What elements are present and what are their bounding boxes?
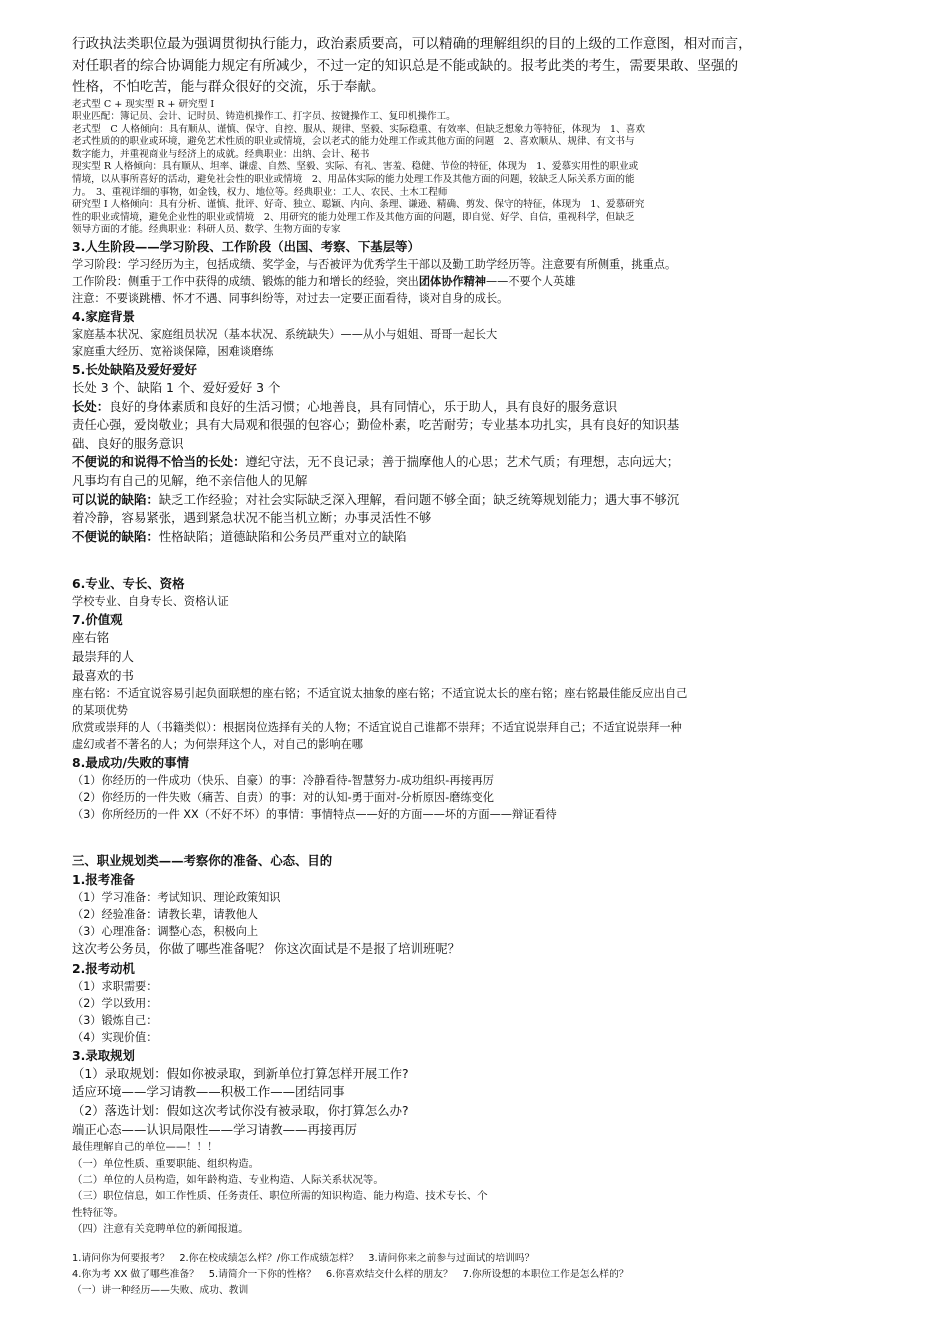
- text-line: 端正心态——认识局限性——学习请教——再接再厉: [72, 1121, 357, 1137]
- text-line: 1.请问你为何要报考？ 2.你在校成绩怎么样？/你工作成绩怎样？ 3.请问你来之前参与过面试的培训吗？: [72, 1252, 535, 1264]
- text-line: （一）讲一种经历——失败、成功、教训: [72, 1284, 249, 1296]
- bold-phrase: 可以说的缺陷：: [72, 491, 159, 507]
- bold-phrase: 不便说的缺陷：: [72, 528, 159, 544]
- section-heading: 三、职业规划类——考察你的准备、心态、目的: [72, 853, 333, 869]
- text-line: 最喜欢的书: [72, 667, 134, 683]
- text-line: （2）学以致用：: [72, 996, 158, 1010]
- text-line: 数字能力，并重视商业与经济上的成就。经典职业：出纳、会计、秘书: [72, 148, 370, 160]
- spacer: [72, 546, 872, 574]
- text-line: 适应环境——学习请教——积极工作——团结同事: [72, 1084, 345, 1100]
- text-line: （1）录取规划：假如你被录取，到新单位打算怎样开展工作?: [72, 1065, 409, 1081]
- text-line: 性格，不怕吃苦，能与群众很好的交流，乐于奉献。: [72, 79, 385, 95]
- bold-phrase: 长处：: [72, 398, 110, 414]
- text-line: 性特征等。: [72, 1206, 124, 1219]
- text-line: 注意：不要谈跳槽、怀才不遇、同事纠纷等，对过去一定要正面看待，谈对自身的成长。: [72, 292, 509, 306]
- section-heading: 3.录取规划: [72, 1047, 135, 1063]
- text-line: 最佳理解自己的单位——！！！: [72, 1141, 218, 1154]
- text-line: （2）经验准备：请教长辈，请教他人: [72, 908, 259, 922]
- text-line: 不便说的缺陷：性格缺陷；道德缺陷和公务员严重对立的缺陷: [72, 528, 407, 544]
- section-heading: 6.专业、专长、资格: [72, 576, 185, 592]
- text-line: 4.你为考 XX 做了哪些准备？ 5.请简介一下你的性格？ 6.你喜欢结交什么样的朋友？ 7.你所设想的本职位工作是怎么样的？: [72, 1268, 629, 1280]
- text-line: 研究型 I 人格倾向：具有分析、谨慎、批评、好奇、独立、聪颖、内向、条理、谦逊、精确、剪发、保守的特征，体现为 1、爱慕研究: [72, 199, 645, 211]
- text-line: （2）落选计划：假如这次考试你没有被录取，你打算怎么办?: [72, 1102, 409, 1118]
- section-heading: 3.人生阶段——学习阶段、工作阶段（出国、考察、下基层等）: [72, 239, 420, 255]
- text-line: 性的职业或情境，避免企业性的职业或情境 2、用研究的能力处理工作及其他方面的问题，即自觉、好学、自信，重视科学，但缺乏: [72, 211, 635, 223]
- bold-phrase: 不便说的和说得不恰当的长处：: [72, 454, 246, 470]
- text-line: 行政执法类职位最为强调贯彻执行能力，政治素质要高，可以精确的理解组织的目的上级的工作意图，相对而言，: [72, 36, 752, 52]
- text-line: 学校专业、自身专长、资格认证: [72, 595, 229, 609]
- text-line: 虚幻或者不著名的人；为何崇拜这个人，对自己的影响在哪: [72, 738, 363, 752]
- text-line: 着冷静，容易紧张，遇到紧急状况不能当机立断；办事灵活性不够: [72, 510, 432, 526]
- text-line: 座右铭：不适宜说容易引起负面联想的座右铭；不适宜说太抽象的座右铭；不适宜说太长的座右铭；座右铭最佳能反应出自己: [72, 687, 688, 701]
- text-line: 学习阶段：学习经历为主，包括成绩、奖学金，与否被评为优秀学生干部以及勤工助学经历等。注意要有所侧重，挑重点。: [72, 258, 677, 272]
- text-line: 这次考公务员，你做了哪些准备呢？ 你这次面试是不是报了培训班呢？: [72, 941, 461, 957]
- text-line: （1）你经历的一件成功（快乐、自豪）的事：冷静看待-智慧努力-成功组织-再接再厉: [72, 774, 494, 788]
- section-heading: 4.家庭背景: [72, 309, 135, 325]
- text-line: （二）单位的人员构造，如年龄构造、专业构造、人际关系状况等。: [72, 1173, 384, 1186]
- text-line: 欣赏或崇拜的人（书籍类似）：根据岗位选择有关的人物；不适宜说自己谁都不崇拜；不适宜说崇拜自己；不适宜说崇拜一种: [72, 721, 682, 735]
- text-line: 可以说的缺陷：缺乏工作经验；对社会实际缺乏深入理解，看问题不够全面；缺乏统筹规划能力；遇大事不够沉: [72, 491, 680, 507]
- text-line: （2）你经历的一件失败（痛苦、自责）的事：对的认知-勇于面对-分析原因-磨练变化: [72, 791, 494, 805]
- spacer: [72, 1238, 872, 1251]
- bold-phrase: 团体协作精神: [418, 275, 486, 289]
- text-line: 工作阶段：侧重于工作中获得的成绩、锻炼的能力和增长的经验，突出团体协作精神——不要个人英雄: [72, 275, 576, 289]
- text-line: 最崇拜的人: [72, 648, 134, 664]
- text-line: （1）求职需要：: [72, 979, 158, 993]
- section-heading: 2.报考动机: [72, 960, 135, 976]
- text-line: （3）心理准备：调整心态，积极向上: [72, 925, 259, 939]
- text-line: 老式型 C 人格倾向：具有顺从、谨慎、保守、自控、服从、规律、坚毅、实际稳重、有效率、但缺乏想象力等特征，体现为 1、喜欢: [72, 123, 645, 135]
- text-line: 责任心强，爱岗敬业；具有大局观和很强的包容心；勤俭朴素，吃苦耐劳；专业基本功扎实，具有良好的知识基: [72, 417, 680, 433]
- text-line: 的某项优势: [72, 704, 128, 718]
- text-line: 现实型 R 人格倾向：具有顺从、坦率、谦虚、自然、坚毅、实际、有礼、害羞、稳健、节俭的特征，体现为 1、爱慕实用性的职业或: [72, 161, 639, 173]
- text-line: （一）单位性质、重要职能、组织构造。: [72, 1157, 260, 1170]
- text-line: 不便说的和说得不恰当的长处：遵纪守法，无不良记录；善于揣摩他人的心思；艺术气质；有理想，志向远大；: [72, 454, 680, 470]
- text-line: 领导方面的才能。经典职业：科研人员、数学、生物方面的专家: [72, 224, 341, 236]
- text-line: 凡事均有自己的见解，绝不亲信他人的见解: [72, 473, 308, 488]
- text-line: （3）你所经历的一件 XX（不好不坏）的事情：事情特点——好的方面——坏的方面——辩证看待: [72, 808, 557, 822]
- text-line: 老式性质的的职业或环境，避免艺术性质的职业或情境，会以老式的能力处理工作或其他方面的问题 2、喜欢顺从、规律、有文书与: [72, 136, 635, 148]
- document-body: [72, 34, 872, 1299]
- text-line: （4）实现价值：: [72, 1030, 158, 1044]
- text-line: 家庭基本状况、家庭组员状况（基本状况、系统缺失）——从小与姐姐、哥哥一起长大: [72, 328, 498, 342]
- spacer: [72, 823, 872, 851]
- text-line: 长处：良好的身体素质和良好的生活习惯；心地善良，具有同情心，乐于助人，具有良好的服务意识: [72, 398, 618, 414]
- section-heading: 1.报考准备: [72, 872, 135, 888]
- text-line: 家庭重大经历、宽裕谈保障，困难谈磨练: [72, 345, 274, 359]
- text-line: 老式型 C + 现实型 R + 研究型 I: [72, 98, 215, 110]
- text-line: 座右铭: [72, 630, 110, 646]
- section-heading: 5.长处缺陷及爱好爱好: [72, 362, 197, 378]
- text-line: 对任职者的综合协调能力规定有所减少，不过一定的知识总是不能或缺的。报考此类的考生，需要果敢、坚强的: [72, 57, 739, 74]
- text-line: （1）学习准备：考试知识、理论政策知识: [72, 891, 281, 905]
- section-heading: 8.最成功/失败的事情: [72, 755, 189, 771]
- text-line: （四）注意有关竞聘单位的新闻报道。: [72, 1223, 249, 1236]
- text-line: 础、良好的服务意识: [72, 435, 184, 451]
- text-line: 情境，以从事所喜好的活动，避免社会性的职业或情境 2、用品体实际的能力处理工作及其他方面的问题，较缺乏人际关系方面的能: [72, 174, 635, 186]
- text-line: 职业匹配：簿记员、会计、记时员、铸造机操作工、打字员、按键操作工、复印机操作工。: [72, 111, 456, 123]
- text-line: 力。 3、重视详细的事物，如金钱，权力、地位等。经典职业：工人、农民、土木工程师: [72, 186, 448, 198]
- section-heading: 7.价值观: [72, 612, 123, 628]
- text-line: （三）职位信息，如工作性质、任务责任、职位所需的知识构造、能力构造、技术专长、个: [72, 1190, 488, 1203]
- text-line: 长处 3 个、缺陷 1 个、爱好爱好 3 个: [72, 380, 281, 396]
- text-line: （3）锻炼自己：: [72, 1013, 158, 1027]
